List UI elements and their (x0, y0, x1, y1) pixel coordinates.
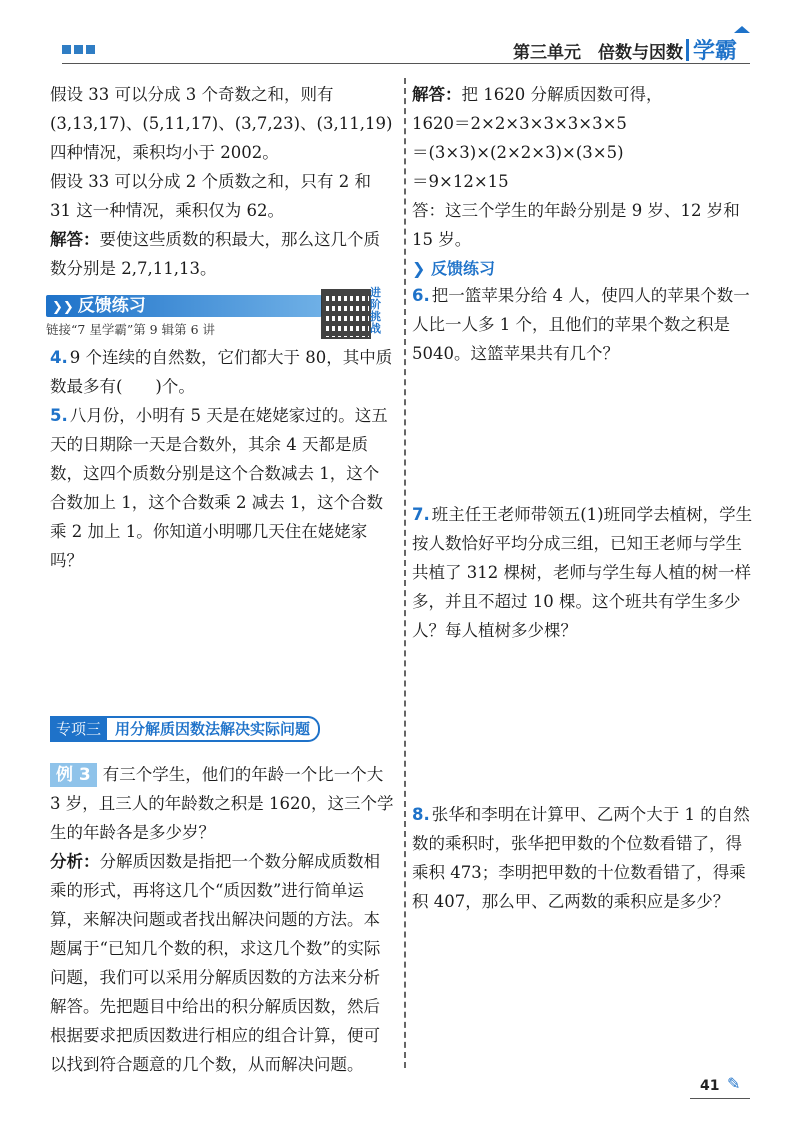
right-answer (412, 80, 755, 109)
arrow-icon: ❯❯ (52, 300, 74, 315)
page-number: 41 (700, 1078, 720, 1094)
question-text: 班主任王老师带领五(1)班同学去植树，学生按人数恰好平均分成三组，已知王老师与学生共植了 312 棵树，老师与学生每人植的树一样多，并且不超过 10 棵。这个班共有学生多少人？每人植树多少棵？ (412, 505, 753, 640)
question-number: 6. (412, 286, 430, 305)
example-text: 有三个学生，他们的年龄一个比一个大 3 岁，且三人的年龄数之积是 1620，这三个学生的年龄各是多少岁？ (50, 765, 394, 842)
feedback-title-small: ❯ 反馈练习 (412, 259, 495, 278)
equation-2: ＝(3×3)×(2×2×3)×(3×5) (412, 143, 624, 162)
answer-text: 把 1620 分解质因数可得， (461, 85, 663, 104)
feedback-banner (46, 286, 392, 339)
final-answer: 答：这三个学生的年龄分别是 9 岁、12 岁和 15 岁。 (412, 201, 740, 249)
question-text: 张华和李明在计算甲、乙两个大于 1 的自然数的乘积时，张华把甲数的个位数看错了，得乘积 473；李明把甲数的十位数看错了，得乘积 407，那么甲、乙两数的乘积应是多少？ (412, 805, 750, 911)
footer-rule (690, 1098, 750, 1099)
question-text: 9 个连续的自然数，它们都大于 80，其中质数最多有( )个。 (50, 348, 393, 396)
answer-label: 解答： (412, 85, 462, 104)
question-5 (50, 401, 395, 575)
question-8 (412, 800, 755, 916)
column-divider (404, 78, 406, 1068)
question-6 (412, 281, 755, 368)
question-number: 5. (50, 406, 68, 425)
question-7-block (412, 500, 755, 645)
topic-title: 用分解质因数法解决实际问题 (107, 716, 320, 742)
right-column (412, 80, 755, 368)
left-para-2: 假设 33 可以分成 2 个质数之和，只有 2 和 31 这一种情况，乘积仅为 62。 (50, 172, 371, 220)
question-8-block (412, 800, 755, 916)
example-3-question (50, 760, 395, 847)
topic-banner (50, 716, 320, 742)
feedback-link: 链接“7 星学霸”第 9 辑第 6 讲 (46, 322, 216, 337)
question-number: 4. (50, 348, 68, 367)
analysis-label: 分析： (50, 852, 100, 871)
topic-tag: 专项三 (50, 716, 107, 742)
analysis (50, 847, 395, 1079)
left-column (46, 80, 395, 575)
header-rule (62, 63, 750, 64)
qr-side-label: 进阶挑战 (370, 286, 381, 335)
left-answer (50, 225, 395, 283)
answer-text: 要使这些质数的积最大，那么这几个质数分别是 2,7,11,13。 (50, 230, 380, 278)
left-para-1: 假设 33 可以分成 3 个奇数之和，则有(3,13,17)、(5,11,17)、(3,7,23)、(3,11,19) 四种情况，乘积均小于 2002。 (50, 85, 393, 162)
unit-title: 第三单元 倍数与因数 (513, 43, 683, 63)
answer-label: 解答： (50, 230, 100, 249)
example-3 (50, 760, 395, 1079)
equation-3: ＝9×12×15 (412, 172, 509, 191)
question-number: 7. (412, 505, 430, 524)
example-badge: 例 3 (50, 763, 97, 787)
graduation-cap-icon (734, 26, 750, 33)
qr-code[interactable] (321, 289, 371, 339)
analysis-text: 分解质因数是指把一个数分解成质数相乘的形式，再将这几个“质因数”进行简单运算，来解决问题或者找出解决问题的方法。本题属于“已知几个数的积，求这几个数”的实际问题，我们可以采用分解质因数的方法来分析解答。先把题目中给出的积分解质因数，然后根据要求把质因数进行相应的组合计算，便可以找到符合题意的几个数，从而解决问题。 (50, 852, 381, 1074)
arrow-icon: ❯ (412, 259, 431, 278)
header-squares (62, 45, 95, 54)
question-text: 八月份，小明有 5 天是在姥姥家过的。这五天的日期除一天是合数外，其余 4 天都是质数，这四个质数分别是这个合数减去 1，这个合数加上 1，这个合数乘 2 减去 1，这个合数乘 2 加上 1。你知道小明哪几天住在姥姥家吗？ (50, 406, 388, 570)
question-number: 8. (412, 805, 430, 824)
question-7 (412, 500, 755, 645)
feedback-title: ❯❯ 反馈练习 (46, 295, 322, 317)
page-header (0, 0, 800, 72)
question-text: 把一篮苹果分给 4 人，使四人的苹果个数一人比一人多 1 个，且他们的苹果个数之积是 5040。这篮苹果共有几个？ (412, 286, 750, 363)
brand-logo (686, 34, 737, 65)
pencil-icon: ✎ (727, 1074, 741, 1093)
equation-1: 1620＝2×2×3×3×3×3×5 (412, 114, 627, 133)
brand-text: 学霸 (693, 39, 738, 64)
question-4 (50, 343, 395, 401)
